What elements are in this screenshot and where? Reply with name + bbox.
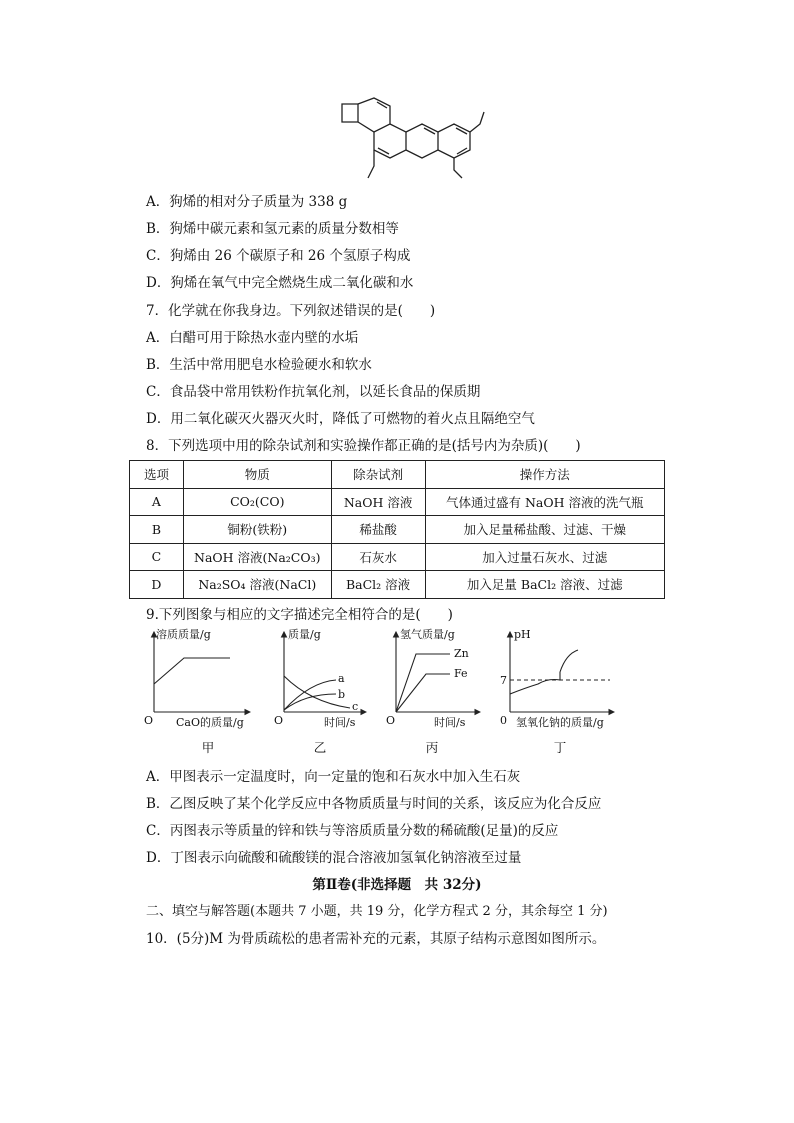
cell-substance: CO₂(CO) <box>183 488 331 516</box>
q6-option-d: D．狗烯在氧气中完全燃烧生成二氧化碳和水 <box>146 275 414 291</box>
graph-jia-ylabel: 溶质质量/g <box>156 628 211 641</box>
graph-yi-caption: 乙 <box>313 740 327 755</box>
q9-stem: 9.下列图象与相应的文字描述完全相符合的是( ) <box>146 607 453 623</box>
cell-option: D <box>130 571 184 599</box>
cell-reagent: 稀盐酸 <box>331 516 425 544</box>
graph-jia-caption: 甲 <box>201 740 215 755</box>
section2-title: 第Ⅱ卷(非选择题 共 32分) <box>312 877 482 893</box>
cell-method: 气体通过盛有 NaOH 溶液的洗气瓶 <box>425 488 664 516</box>
q7-option-b: B．生活中常用肥皂水检验硬水和软水 <box>146 357 372 373</box>
header-method: 操作方法 <box>425 461 664 489</box>
graph-bing-origin: O <box>386 714 396 727</box>
graph-bing-xlabel: 时间/s <box>434 716 466 729</box>
graph-yi-origin: O <box>274 714 284 727</box>
table-row <box>130 543 665 571</box>
cell-option: C <box>130 543 184 571</box>
header-substance: 物质 <box>183 461 331 489</box>
q10-stem: 10．(5分)M 为骨质疏松的患者需补充的元素，其原子结构示意图如图所示。 <box>146 931 606 947</box>
q6-option-b: B．狗烯中碳元素和氢元素的质量分数相等 <box>146 221 399 237</box>
graph-yi-xlabel: 时间/s <box>324 716 356 729</box>
q9-option-d: D．丁图表示向硫酸和硫酸镁的混合溶液加氢氧化钠溶液至过量 <box>146 850 522 866</box>
cell-substance: NaOH 溶液(Na₂CO₃) <box>183 543 331 571</box>
cell-method: 加入过量石灰水、过滤 <box>425 543 664 571</box>
graph-ding-ylabel: pH <box>514 628 531 641</box>
cell-reagent: BaCl₂ 溶液 <box>331 571 425 599</box>
graph-yi-label-b: b <box>338 688 346 701</box>
table-row <box>130 488 665 516</box>
graph-ding-tick-7: 7 <box>500 674 507 687</box>
graph-bing-ylabel: 氢气质量/g <box>400 628 455 641</box>
q7-option-d: D．用二氧化碳灭火器灭火时，降低了可燃物的着火点且隔绝空气 <box>146 411 535 427</box>
table-row <box>130 571 665 599</box>
table-row <box>130 516 665 544</box>
graph-bing-curve-fe <box>396 674 450 712</box>
cell-reagent: 石灰水 <box>331 543 425 571</box>
section2-heading: 二、填空与解答题(本题共 7 小题，共 19 分，化学方程式 2 分，其余每空 1 分) <box>146 904 608 919</box>
table-header-row <box>130 461 665 489</box>
q9-option-c: C．丙图表示等质量的锌和铁与等溶质质量分数的稀硫酸(足量)的反应 <box>146 823 559 839</box>
cell-option: A <box>130 488 184 516</box>
graph-bing-caption: 丙 <box>425 740 439 755</box>
graph-jia-xlabel: CaO的质量/g <box>176 716 244 729</box>
graph-bing-label-zn: Zn <box>454 647 469 660</box>
q6-option-c: C．狗烯由 26 个碳原子和 26 个氢原子构成 <box>146 248 411 264</box>
cell-option: B <box>130 516 184 544</box>
graph-bing-label-fe: Fe <box>454 667 468 680</box>
q8-table <box>129 460 665 599</box>
graph-jia-origin: O <box>144 714 154 727</box>
graph-yi-label-c: c <box>352 700 359 713</box>
q9-graphs <box>140 624 640 734</box>
cell-method: 加入足量 BaCl₂ 溶液、过滤 <box>425 571 664 599</box>
header-option: 选项 <box>130 461 184 489</box>
q7-option-c: C．食品袋中常用铁粉作抗氧化剂，以延长食品的保质期 <box>146 384 481 400</box>
cell-method: 加入足量稀盐酸、过滤、干燥 <box>425 516 664 544</box>
cell-reagent: NaOH 溶液 <box>331 488 425 516</box>
q9-option-b: B．乙图反映了某个化学反应中各物质质量与时间的关系，该反应为化合反应 <box>146 796 602 812</box>
graph-yi-ylabel: 质量/g <box>288 628 321 641</box>
graph-ding-xlabel: 氢氧化钠的质量/g <box>516 716 604 729</box>
header-reagent: 除杂试剂 <box>331 461 425 489</box>
cell-substance: 铜粉(铁粉) <box>183 516 331 544</box>
q7-stem: 7．化学就在你我身边。下列叙述错误的是( ) <box>146 303 436 319</box>
graph-bing-curve-zn <box>396 654 450 712</box>
q7-option-a: A．白醋可用于除热水壶内壁的水垢 <box>146 330 359 346</box>
dog-ene-structure-figure <box>334 92 486 184</box>
graph-ding-curve <box>510 650 578 694</box>
q9-option-a: A．甲图表示一定温度时，向一定量的饱和石灰水中加入生石灰 <box>146 769 521 785</box>
graph-yi-label-a: a <box>338 672 345 685</box>
graph-ding-origin: 0 <box>500 714 507 727</box>
q6-option-a: A．狗烯的相对分子质量为 338 g <box>146 194 348 210</box>
graph-jia-curve <box>154 658 230 684</box>
cell-substance: Na₂SO₄ 溶液(NaCl) <box>183 571 331 599</box>
q8-stem: 8．下列选项中用的除杂试剂和实验操作都正确的是(括号内为杂质)( ) <box>146 438 581 454</box>
graph-ding-caption: 丁 <box>553 740 567 755</box>
